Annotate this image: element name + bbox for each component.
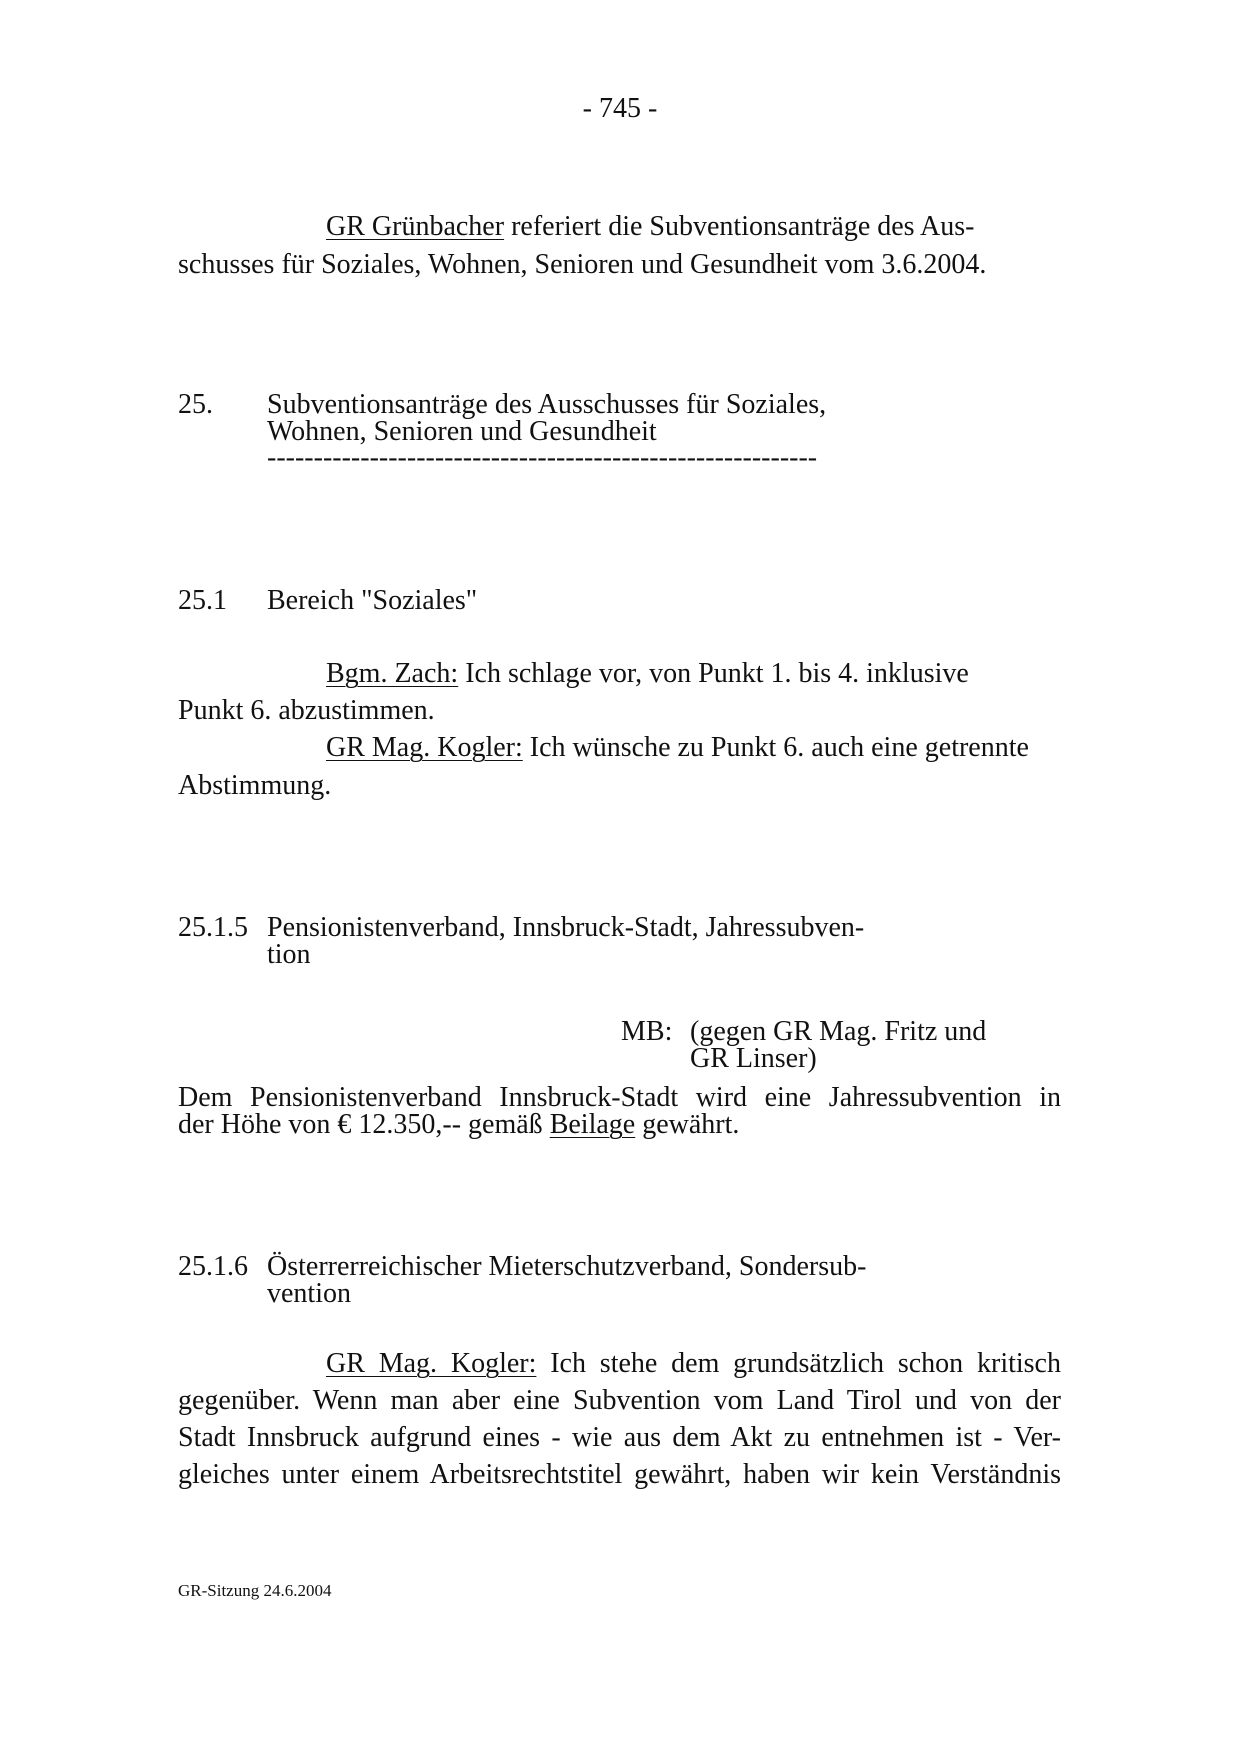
vote-detail-line-1: (gegen GR Mag. Fritz und <box>690 1016 987 1047</box>
attachment-link[interactable]: Beilage <box>549 1109 636 1140</box>
resolution-text: gewährt. <box>635 1109 740 1140</box>
speaker-name: GR Mag. Kogler: <box>326 1348 537 1379</box>
intro-line-2: schusses für Soziales, Wohnen, Senioren und Gesundheit vom 3.6.2004. <box>178 249 987 280</box>
speech-line: Punkt 6. abzustimmen. <box>178 695 435 726</box>
intro-line-1 <box>326 208 974 246</box>
section-title: Bereich "Soziales" <box>267 585 478 616</box>
speech-text: Ich schlage vor, von Punkt 1. bis 4. inklusive <box>458 658 969 689</box>
speaker-name: GR Grünbacher <box>326 211 505 242</box>
speech-line: Abstimmung. <box>178 770 332 801</box>
section-number: 25.1 <box>178 585 227 616</box>
subitem-title-line-1: Pensionistenverband, Innsbruck-Stadt, Jahressubven- <box>267 912 865 943</box>
speech-line <box>326 1345 1061 1383</box>
intro-text: referiert die Subventionsanträge des Aus- <box>504 211 975 242</box>
subitem-title-line-2: vention <box>267 1278 351 1309</box>
subitem-title-line-2: tion <box>267 939 311 970</box>
speech-text: Ich stehe dem grundsätzlich schon kritisch <box>536 1348 1061 1379</box>
subitem-number: 25.1.6 <box>178 1251 248 1282</box>
speech-line <box>326 655 969 693</box>
speaker-name: Bgm. Zach: <box>326 658 459 689</box>
speech-line: gleiches unter einem Arbeitsrechtstitel gewährt, haben wir kein Verständnis <box>178 1459 1061 1490</box>
subitem-title-line-1: Österrerreichischer Mieterschutzverband, Sondersub- <box>267 1251 867 1282</box>
item-title-line-1: Subventionsanträge des Ausschusses für Soziales, <box>267 389 827 420</box>
speaker-name: GR Mag. Kogler: <box>326 732 523 763</box>
subitem-number: 25.1.5 <box>178 912 248 943</box>
speech-line <box>326 729 1029 767</box>
speech-line: gegenüber. Wenn man aber eine Subvention vom Land Tirol und von der <box>178 1385 1061 1416</box>
resolution-line-1: Dem Pensionistenverband Innsbruck-Stadt wird eine Jahressubvention in <box>178 1082 1061 1113</box>
page-number: - 745 - <box>582 93 658 124</box>
resolution-text: der Höhe von € 12.350,-- gemäß <box>178 1109 550 1140</box>
resolution-line-2 <box>178 1111 739 1138</box>
speech-line: Stadt Innsbruck aufgrund eines - wie aus dem Akt zu entnehmen ist - Ver- <box>178 1422 1061 1453</box>
item-number: 25. <box>178 389 213 420</box>
vote-label: MB: <box>621 1016 673 1047</box>
vote-detail-line-2: GR Linser) <box>690 1043 817 1074</box>
speech-text: Ich wünsche zu Punkt 6. auch eine getrennte <box>522 732 1029 763</box>
dashed-rule: ----------------------------------------------------------- <box>267 444 818 471</box>
footer: GR-Sitzung 24.6.2004 <box>178 1581 332 1600</box>
item-title-line-2: Wohnen, Senioren und Gesundheit <box>267 416 657 447</box>
